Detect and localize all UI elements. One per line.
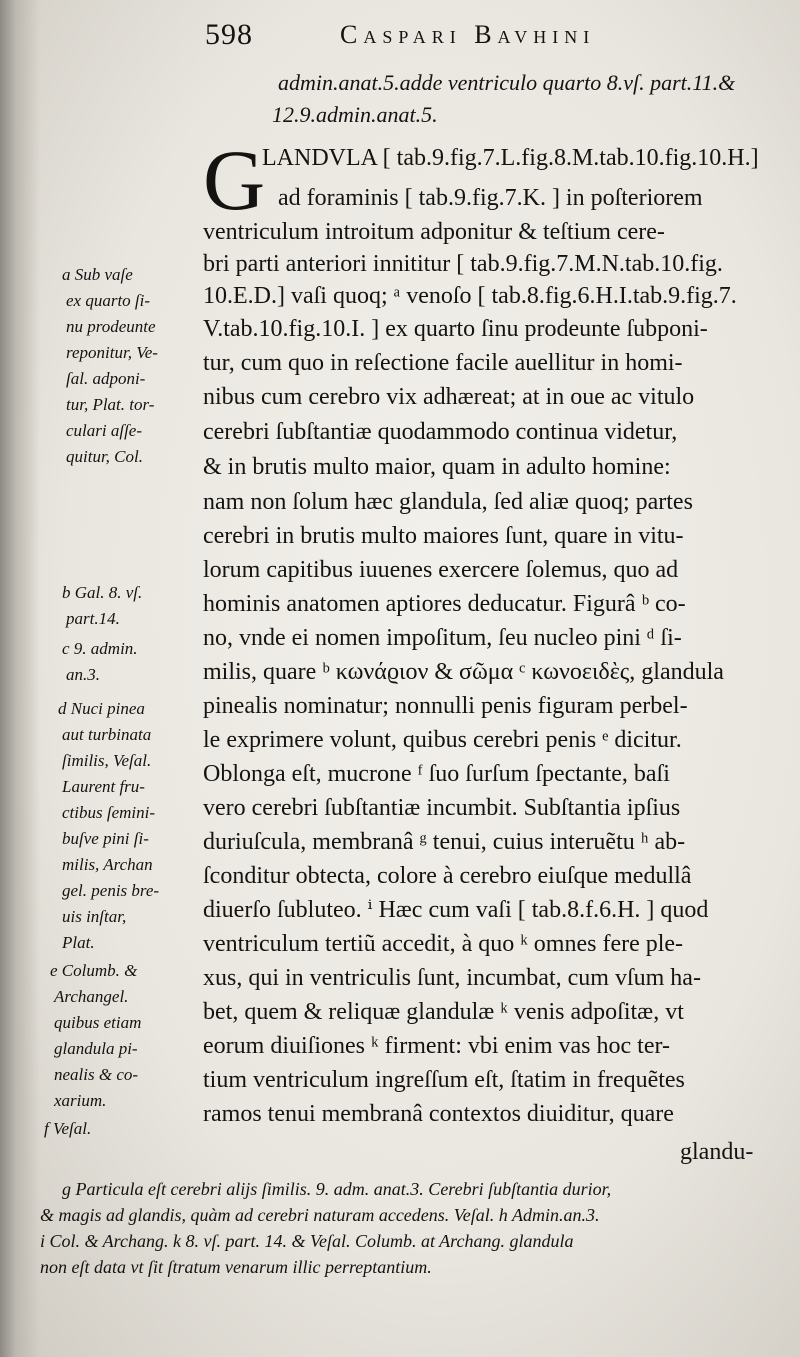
text-line: & in brutis multo maior, quam in adulto homine: xyxy=(203,454,671,480)
text-line: duriuſcula, membranâ ᵍ tenui, cuius interuẽtu ʰ ab- xyxy=(203,829,686,855)
margin-note-line: nu prodeunte xyxy=(66,317,156,336)
text-line: lorum capitibus iuuenes exercere ſolemus, quo ad xyxy=(203,557,679,583)
text-line: bet, quem & reliquæ glandulæ ᵏ venis adpoſitæ, vt xyxy=(203,999,684,1025)
margin-note-line: part.14. xyxy=(66,609,120,628)
margin-note-line: Archangel. xyxy=(54,987,129,1006)
margin-note-line: Plat. xyxy=(62,933,95,952)
margin-note-line: f Veſal. xyxy=(44,1119,92,1138)
margin-note-line: uis inſtar, xyxy=(62,907,127,926)
margin-note-line: Laurent fru- xyxy=(62,777,145,796)
text-line: ramos tenui membranâ contextos diuiditur, quare xyxy=(203,1101,674,1127)
page-header xyxy=(205,18,790,58)
text-line: pinealis nominatur; nonnulli penis figuram perbel- xyxy=(203,693,688,719)
text-line: vero cerebri ſubſtantiæ incumbit. Subſtantia ipſius xyxy=(203,795,681,821)
text-line: bri parti anteriori innititur [ tab.9.fig.7.M.N.tab.10.fig. xyxy=(203,251,723,277)
text-line: milis, quare ᵇ κωνάϱιον & σῶμα ᶜ κωνοειδὲς, glandula xyxy=(203,659,724,685)
margin-note-line: gel. penis bre- xyxy=(62,881,160,900)
text-line: ventriculum tertiũ accedit, à quo ᵏ omnes fere ple- xyxy=(203,931,684,957)
margin-note-line: a Sub vaſe xyxy=(62,265,133,284)
text-line: V.tab.10.fig.10.I. ] ex quarto ſinu prodeunte ſubponi- xyxy=(203,316,708,342)
text-line: ſconditur obtecta, colore à cerebro eiuſque medullâ xyxy=(203,863,692,889)
continuation-line: admin.anat.5.adde ventriculo quarto 8.vſ. part.11.& xyxy=(278,70,736,95)
drop-cap-initial: G xyxy=(203,132,266,228)
text-line: diuerſo ſubluteo. ⁱ Hæc cum vaſi [ tab.8.f.6.H. ] quod xyxy=(203,897,709,923)
margin-note-line: aut turbinata xyxy=(62,725,152,744)
text-line: LANDVLA [ tab.9.fig.7.L.fig.8.M.tab.10.fig.10.H.] xyxy=(262,145,759,171)
text-line: nibus cum cerebro vix adhæreat; at in oue ac vitulo xyxy=(203,384,695,410)
margin-note-line: nealis & co- xyxy=(54,1065,139,1084)
margin-note-line: xarium. xyxy=(54,1091,107,1110)
margin-note-line: ctibus ſemini- xyxy=(62,803,156,822)
margin-note-line: tur, Plat. tor- xyxy=(66,395,155,414)
page-number: 598 xyxy=(205,18,253,51)
continuation-line: 12.9.admin.anat.5. xyxy=(272,102,438,127)
margin-note-line: quitur, Col. xyxy=(66,447,143,466)
text-line: tium ventriculum ingreſſum eſt, ſtatim in frequẽtes xyxy=(203,1067,685,1093)
text-line: tur, cum quo in reſectione facile auellitur in homi- xyxy=(203,350,683,376)
margin-note-line: ſal. adponi- xyxy=(66,369,146,388)
margin-note-line: an.3. xyxy=(66,665,100,684)
margin-note-line: e Columb. & xyxy=(50,961,138,980)
margin-note-line: b Gal. 8. vſ. xyxy=(62,583,143,602)
margin-note-line: glandula pi- xyxy=(54,1039,138,1058)
footnote-line: g Particula eſt cerebri alijs ſimilis. 9. adm. anat.3. Cerebri ſubſtantia durior, xyxy=(62,1179,612,1199)
text-line: hominis anatomen aptiores deducatur. Figurâ ᵇ co- xyxy=(203,591,686,617)
text-line: ad foraminis [ tab.9.fig.7.K. ] in poſteriorem xyxy=(278,185,703,211)
text-line: eorum diuiſiones ᵏ firment: vbi enim vas hoc ter- xyxy=(203,1033,670,1059)
text-line: cerebri ſubſtantiæ quodammodo continua videtur, xyxy=(203,419,678,445)
text-line: nam non ſolum hæc glandula, ſed aliæ quoq; partes xyxy=(203,489,693,515)
footnote-line: i Col. & Archang. k 8. vſ. part. 14. & Veſal. Columb. at Archang. glandula xyxy=(40,1231,574,1251)
running-head: Caspari Bavhini xyxy=(340,20,596,49)
margin-note-line: quibus etiam xyxy=(54,1013,142,1032)
margin-note-line: c 9. admin. xyxy=(62,639,138,658)
footnote-line: & magis ad glandis, quàm ad cerebri naturam accedens. Veſal. h Admin.an.3. xyxy=(40,1205,600,1225)
margin-note-line: ſimilis, Veſal. xyxy=(62,751,152,770)
text-line: Oblonga eſt, mucrone ᶠ ſuo ſurſum ſpectante, baſi xyxy=(203,761,670,787)
margin-note-line: milis, Archan xyxy=(62,855,153,874)
margin-note-line: d Nuci pinea xyxy=(58,699,145,718)
margin-note-line: ex quarto ſi- xyxy=(66,291,151,310)
footnote-line: non eſt data vt ſit ſtratum venarum illic perreptantium. xyxy=(40,1257,432,1277)
text-line: le exprimere volunt, quibus cerebri penis ᵉ dicitur. xyxy=(203,727,682,753)
text-line: glandu- xyxy=(680,1139,754,1165)
text-line: cerebri in brutis multo maiores ſunt, quare in vitu- xyxy=(203,523,684,549)
margin-note-line: culari aſſe- xyxy=(66,421,143,440)
text-line: ventriculum introitum adponitur & teſtium cere- xyxy=(203,219,665,245)
page-gutter-shadow xyxy=(0,0,40,1357)
text-line: no, vnde ei nomen impoſitum, ſeu nucleo pini ᵈ ſi- xyxy=(203,625,682,651)
margin-note-line: buſve pini ſi- xyxy=(62,829,149,848)
text-line: 10.E.D.] vaſi quoq; ᵃ venoſo [ tab.8.fig.6.H.I.tab.9.fig.7. xyxy=(203,283,737,309)
margin-note-line: reponitur, Ve- xyxy=(66,343,158,362)
text-line: xus, qui in ventriculis ſunt, incumbat, cum vſum ha- xyxy=(203,965,701,991)
